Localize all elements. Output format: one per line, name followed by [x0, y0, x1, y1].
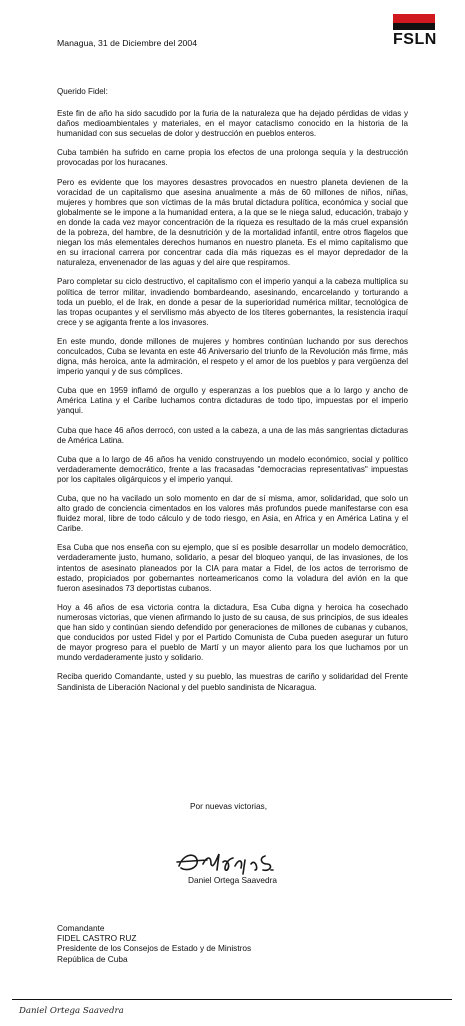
fsln-logo: [393, 14, 435, 49]
footer-divider: [12, 999, 452, 1000]
paragraph: Reciba querido Comandante, usted y su pueblo, las muestras de cariño y solidaridad del Frente Sandinista de Liberación Nacional y del pueblo sandinista de Nicaragua.: [57, 672, 408, 692]
paragraph: Cuba que hace 46 años derrocó, con usted a la cabeza, a una de las más sangrientas dictaduras de América Latina.: [57, 425, 408, 445]
flag-red-stripe: [393, 14, 435, 23]
paragraph: Cuba, que no ha vacilado un solo momento en dar de sí misma, amor, solidaridad, que solo un alto grado de conciencia cimentados en los valores más profundos puede manifestarse con esa fluidez moral, libre de todo cálculo y de todo riesgo, en Asia, en Africa y en América Latina y el Caribe.: [57, 494, 408, 534]
footer-handwritten-name: Daniel Ortega Saavedra: [19, 1006, 124, 1016]
paragraph: Pero es evidente que los mayores desastres provocados en nuestro planeta devienen de la voracidad de un capitalismo que asesina anualmente a más de 60 millones de niños, niñas, mujeres y hombres que son víctimas de la más brutal dictadura política, económica y social que globalmente se le impone a la humanidad entera, a la que se le niega salud, educación, trabajo y en donde la cada vez mayor concentración de la riqueza es resultado de la más cruel expansión de la pobreza, del hambre, de la desnutrición y de la mortalidad infantil, entre otros flagelos que niegan los más elementales derechos humanos en nuestro planeta. Es el mimo capitalismo que en su irracional carrera por concentrar cada día más riquezas es el mayor depredador de la naturaleza, envenenador de las aguas y del aire que respiramos.: [57, 177, 408, 268]
paragraph: Hoy a 46 años de esa victoria contra la dictadura, Esa Cuba digna y heroica ha cosechado numerosas victorias, que vienen afirmando lo justo de su causa, de sus principios, de sus ideales que han sido y continúan siendo defendido por generaciones de millones de cubanas y cubanos, que conducidos por usted Fidel y por el Partido Comunista de Cuba pueden asegurar un futuro de mayor progreso para el pueblo de Martí y un mayor aliento para los que luchamos por un mundo verdaderamente justo y solidario.: [57, 602, 408, 663]
flag-black-stripe: [393, 23, 435, 30]
paragraph: Esa Cuba que nos enseña con su ejemplo, que sí es posible desarrollar un modelo democrático, verdaderamente justo, humano, solidario, a pesar del bloqueo yanqui, de las invasiones, de los intentos de asesinato planeados por la CIA para matar a Fidel, de los actos de terrorismo de estado, propiciados por gobernantes norteamericanos como la voladura del avión en la que fueron asesinados 73 deportistas cubanos.: [57, 543, 408, 593]
greeting: Querido Fidel:: [57, 87, 108, 96]
recipient-name: FIDEL CASTRO RUZ: [57, 933, 137, 944]
recipient-country: República de Cuba: [57, 953, 128, 964]
logo-text: FSLN: [393, 31, 437, 48]
paragraph: Este fin de año ha sido sacudido por la furia de la naturaleza que ha dejado pérdidas de vidas y daños medioambientales y materiales, en el mayor cataclismo conocido en la historia de la humanidad con sus secuelas de dolor y destrucción en pueblos enteros.: [57, 109, 408, 139]
letter-body: [57, 87, 408, 702]
recipient-position: Presidente de los Consejos de Estado y de Ministros: [57, 943, 252, 954]
closing-line: Por nuevas victorias,: [190, 801, 268, 811]
paragraph: Cuba que a lo largo de 46 años ha venido construyendo un modelo económico, social y político verdaderamente democrático, frente a las fracasadas "democracias representativas" impuestas por los capitales oligárquicos y el imperio yanqui.: [57, 454, 408, 484]
recipient-title: Comandante: [57, 923, 105, 933]
paragraph: Paro completar su ciclo destructivo, el capitalismo con el imperio yanqui a la cabeza multiplica su política de terror militar, invadiendo bombardeando, asesinando, encarcelando y torturando a toda un pueblo, el de Irak, en donde a pesar de la superioridad numérica militar, tecnológica de las tropas ocupantes y el servilismo más abyecto de los títeres gobernantes, la resistencia iraquí crece y se agiganta frente a los invasores.: [57, 277, 408, 327]
handwritten-signature: [173, 840, 283, 876]
signer-name: Daniel Ortega Saavedra: [188, 875, 278, 885]
paragraph: Cuba también ha sufrido en carne propia los efectos de una prolonga sequía y la destrucción provocadas por los huracanes.: [57, 148, 408, 168]
recipient-block: [57, 923, 251, 964]
paragraph: Cuba que en 1959 inflamó de orgullo y esperanzas a los pueblos que a lo largo y ancho de América Latina y el Caribe luchamos contra dictaduras de todo tipo, impuestas por el imperio yanqui.: [57, 386, 408, 416]
letter-date: Managua, 31 de Diciembre del 2004: [57, 38, 198, 48]
paragraph: En este mundo, donde millones de mujeres y hombres continúan luchando por sus derechos conculcados, Cuba se levanta en este 46 Aniversario del triunfo de la Revolución más firme, más digna, más heroica, ante la admiración, el respeto y el amor de los pueblos y para vergüenza del imperio yanqui y de sus cómplices.: [57, 336, 408, 377]
